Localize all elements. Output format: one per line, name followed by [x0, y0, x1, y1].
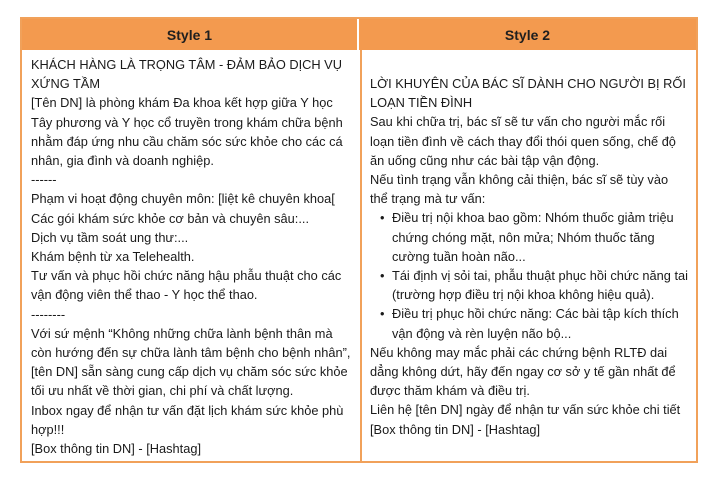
style-1-scope-intro: Phạm vi hoạt động chuyên môn: [liệt kê chuyên khoa[ — [31, 191, 335, 207]
style-1-scope-item: Dịch vụ tầm soát ung thư:... — [31, 229, 189, 245]
style-2-bullet-list — [370, 208, 688, 342]
style-1-cta: Inbox ngay để nhận tư vấn đặt lịch khám sức khỏe phù hợp!!! — [31, 402, 344, 437]
style-2-paragraph-3: Nếu không may mắc phải các chứng bệnh RLTĐ dai dẳng không dứt, hãy đến ngay cơ sở y tế gần nhất để được thăm khám và điều trị. — [370, 344, 676, 399]
table-header — [22, 19, 696, 50]
style-2-footer: [Box thông tin DN] - [Hashtag] — [370, 421, 540, 437]
style-2-title: LỜI KHUYÊN CỦA BÁC SĨ DÀNH CHO NGƯỜI BỊ RỐI LOẠN TIỀN ĐÌNH — [370, 76, 686, 111]
style-2-column — [362, 50, 696, 461]
style-2-paragraph-4: Liên hệ [tên DN] ngày để nhận tư vấn sức khỏe chi tiết — [370, 402, 681, 418]
style-2-bullet-item: • Tái định vị sỏi tai, phẫu thuật phục hồi chức năng tai (trường hợp điều trị nội khoa không hiệu quả). — [392, 266, 688, 304]
header-style-1: Style 1 — [22, 19, 359, 50]
style-1-scope-item: Tư vấn và phục hồi chức năng hậu phẫu thuật cho các vận động viên thể thao - Y học thể thao. — [31, 268, 342, 303]
style-1-intro: [Tên DN] là phòng khám Đa khoa kết hợp giữa Y học Tây phương và Y học cổ truyền trong khám chữa bệnh nhằm đáp ứng nhu cầu chăm sóc sức khỏe cho các cá nhân, gia đình và doanh nghiệp. — [31, 95, 343, 169]
style-1-scope-item: Các gói khám sức khỏe cơ bản và chuyên sâu:... — [31, 210, 310, 226]
style-2-spacer — [370, 55, 688, 74]
style-1-scope-item: Khám bệnh từ xa Telehealth. — [31, 249, 195, 265]
style-1-title: KHÁCH HÀNG LÀ TRỌNG TÂM - ĐẢM BẢO DỊCH VỤ XỨNG TẦM — [31, 57, 342, 92]
style-1-mission: Với sứ mệnh “Không những chữa lành bệnh thân mà còn hướng đến sự chữa lành tâm bệnh cho bệnh nhân”, [tên DN] sẵn sàng cung cấp dịch vụ chăm sóc sức khỏe tối ưu nhất về thời gian, chi phí và chất lượng. — [31, 325, 351, 399]
style-2-bullet-item: • Điều trị phục hồi chức năng: Các bài tập kích thích vận động và rèn luyện não bộ... — [392, 304, 688, 342]
style-1-column — [22, 50, 360, 461]
style-1-footer: [Box thông tin DN] - [Hashtag] — [31, 441, 201, 457]
style-2-paragraph-2: Nếu tình trạng vẫn không cải thiện, bác sĩ sẽ tùy vào thể trạng mà tư vấn: — [370, 172, 669, 207]
header-style-2: Style 2 — [504, 26, 551, 43]
style-2-bullet-item: • Điều trị nội khoa bao gồm: Nhóm thuốc giảm triệu chứng chóng mặt, nôn mửa; Nhóm thuốc tăng cường tuần hoàn não... — [392, 208, 688, 266]
style-1-separator-2: -------- — [31, 306, 66, 322]
comparison-table — [20, 17, 698, 463]
style-1-separator-1: ------ — [31, 172, 57, 188]
style-2-paragraph-1: Sau khi chữa trị, bác sĩ sẽ tư vấn cho người mắc rối loạn tiền đình về cách thay đổi thói quen sống, chế độ ăn uống cũng như các bài tập vận động. — [370, 114, 676, 168]
